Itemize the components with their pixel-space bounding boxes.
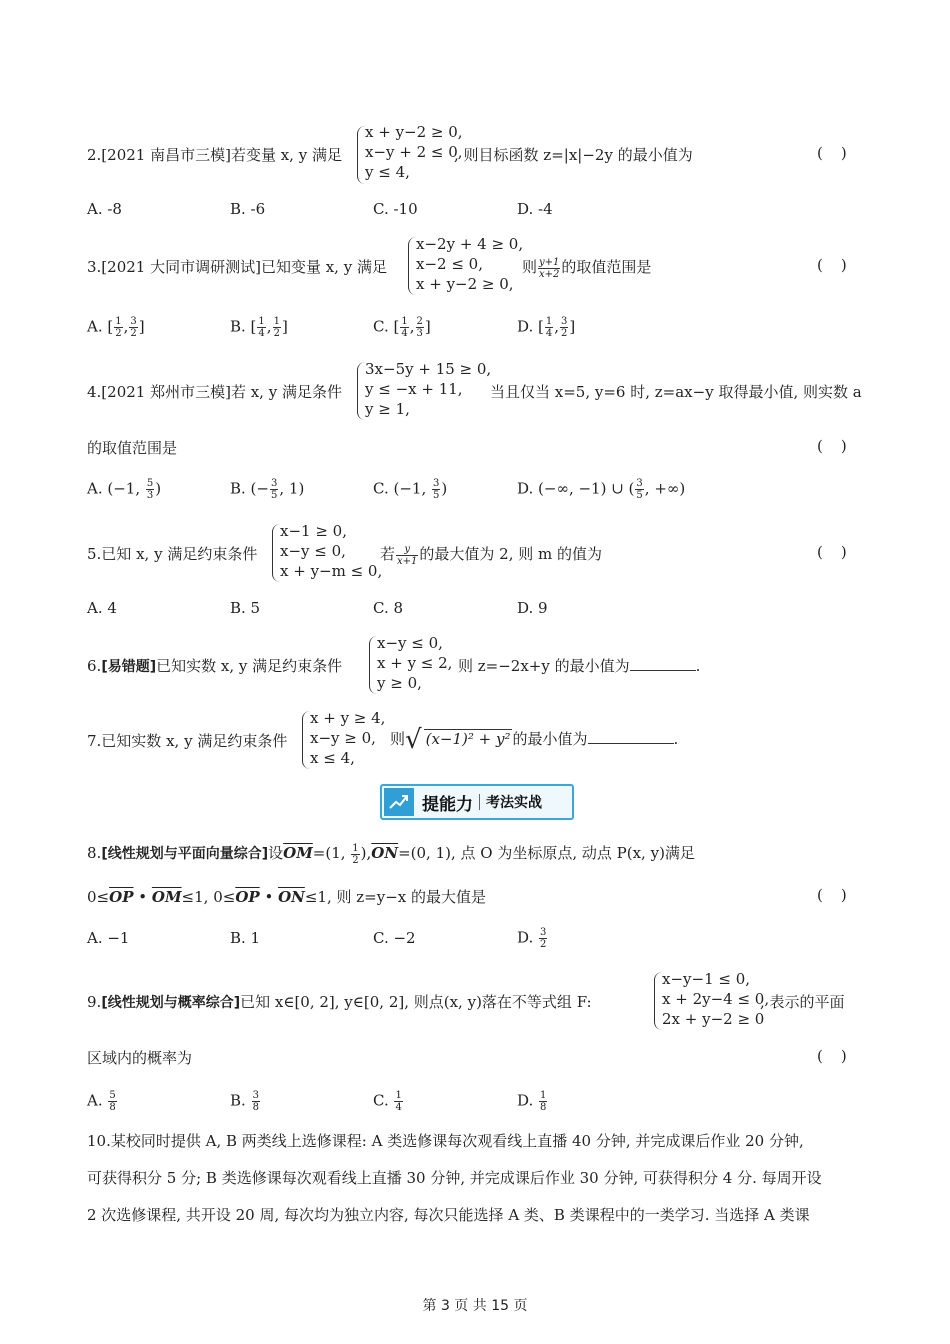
q3-option-a: A. [ $\frac{1}{2}$ , $\frac{3}{2}$ ] xyxy=(87,316,145,339)
q8-option-d: D. $\frac{3}{2}$ xyxy=(517,927,547,950)
q6-suffix: 则 z=−2x+y 的最小值为 . xyxy=(458,657,701,675)
banner-subtitle: 考法实战 xyxy=(486,795,542,811)
q9-answer-paren: () xyxy=(817,1047,865,1065)
q3-system: x−2y + 4 ≥ 0, x−2 ≤ 0, x + y−2 ≥ 0, xyxy=(416,235,524,293)
banner-divider xyxy=(479,794,480,810)
q8-option-c: C. −2 xyxy=(373,929,416,947)
q8-stem-line2: $0\le\overline{OP}$ • $\overline{OM}\le 1$, $0\le\overline{OP}$ • $\overline{ON}\le 1$, 则 z=y−x 的最大值是 xyxy=(87,888,487,906)
q10-line-2: 可获得积分 5 分; B 类选修课每次观看线上直播 30 分钟, 并完成课后作业 30 分钟, 可获得积分 4 分. 每周开设 xyxy=(87,1169,822,1187)
q2-stem: 2.[2021 南昌市三模]若变量 x, y 满足 xyxy=(87,146,342,164)
q9-tag: [线性规划与概率综合] xyxy=(101,995,241,1011)
q2-option-c: C. -10 xyxy=(373,200,418,218)
q10-line-1: 10.某校同时提供 A, B 两类线上选修课程: A 类选修课每次观看线上直播 40 分钟, 并完成课后作业 20 分钟, xyxy=(87,1132,804,1150)
q4-suffix: 当且仅当 x=5, y=6 时, z=ax−y 取得最小值, 则实数 a xyxy=(490,383,862,401)
q5-system: x−1 ≥ 0, x−y ≤ 0, x + y−m ≤ 0, xyxy=(280,522,383,580)
q3-stem: 3.[2021 大同市调研测试]已知变量 x, y 满足 xyxy=(87,258,387,276)
section-banner xyxy=(380,784,574,820)
q3-option-c: C. [ $\frac{1}{4}$ , $\frac{2}{3}$ ] xyxy=(373,316,431,339)
q4-option-a: A. (−1, $\frac{5}{3}$ ) xyxy=(87,478,162,501)
q9-option-c: C. $\frac{1}{4}$ xyxy=(373,1090,402,1113)
q5-option-d: D. 9 xyxy=(517,599,548,617)
q3-fraction: $\frac{y+1}{x+2}$ xyxy=(539,256,560,280)
q6-system: x−y ≤ 0, x + y ≤ 2, y ≥ 0, xyxy=(377,634,453,692)
q2-option-d: D. -4 xyxy=(517,200,553,218)
q4-stem-line2: 的取值范围是 xyxy=(87,439,178,457)
q3-option-b: B. [ $\frac{1}{4}$ , $\frac{1}{2}$ ] xyxy=(230,316,288,339)
q2-option-b: B. -6 xyxy=(230,200,266,218)
q7-answer-blank xyxy=(588,729,674,744)
q5-fraction: $\frac{y}{x+1}$ xyxy=(397,543,418,567)
q4-system: 3x−5y + 15 ≥ 0, y ≤ −x + 11, y ≥ 1, xyxy=(365,360,492,418)
q9-stem: 9.[线性规划与概率综合]已知 x∈[0, 2], y∈[0, 2], 则点(x, y)落在不等式组 F: xyxy=(87,993,592,1011)
q10-line-3: 2 次选修课程, 共开设 20 周, 每次均为独立内容, 每次只能选择 A 类、B 类课程中的一类学习. 当选择 A 类课 xyxy=(87,1206,810,1224)
q5-option-b: B. 5 xyxy=(230,599,261,617)
q10-paragraph xyxy=(87,1123,867,1234)
q9-option-b: B. $\frac{3}{8}$ xyxy=(230,1090,259,1113)
chart-arrow-icon xyxy=(384,788,414,816)
q9-option-d: D. $\frac{1}{8}$ xyxy=(517,1090,547,1113)
q5-option-c: C. 8 xyxy=(373,599,404,617)
q8-answer-paren: () xyxy=(817,886,865,904)
q7-sqrt-expression: (x−1)² + y² xyxy=(425,730,511,748)
q2-answer-paren: () xyxy=(817,144,865,162)
q8-tag: [线性规划与平面向量综合] xyxy=(101,846,269,862)
q4-answer-paren: () xyxy=(817,437,865,455)
q6-stem: 6.[易错题]已知实数 x, y 满足约束条件 xyxy=(87,657,343,675)
q9-system: x−y−1 ≤ 0, x + 2y−4 ≤ 0, 2x + y−2 ≥ 0 xyxy=(662,970,770,1028)
q7-stem: 7.已知实数 x, y 满足约束条件 xyxy=(87,732,288,750)
q4-option-b: B. (− $\frac{3}{5}$ , 1) xyxy=(230,478,305,501)
banner-title: 提能力 xyxy=(422,794,473,815)
q6-tag: [易错题] xyxy=(101,659,157,675)
q7-suffix: 则√ (x−1)² + y² 的最小值为 . xyxy=(390,725,679,755)
q9-option-a: A. $\frac{5}{8}$ xyxy=(87,1090,116,1113)
q2-option-a: A. -8 xyxy=(87,200,122,218)
q4-stem: 4.[2021 郑州市三模]若 x, y 满足条件 xyxy=(87,383,342,401)
q9-stem-line2: 区域内的概率为 xyxy=(87,1049,193,1067)
q5-suffix: 若 $\frac{y}{x+1}$ 的最大值为 2, 则 m 的值为 xyxy=(380,543,603,567)
q5-stem: 5.已知 x, y 满足约束条件 xyxy=(87,545,258,563)
q7-system: x + y ≥ 4, x−y ≥ 0, x ≤ 4, xyxy=(310,709,386,767)
q8-stem: 8.[线性规划与平面向量综合]设$\overline{OM}=(1$, $\frac{1}{2}$ )$,\overline{ON}=(0$, 1), 点 O 为坐标原点, 动点 P(x, y)满足 xyxy=(87,842,695,866)
q2-suffix: , 则目标函数 z=|x|−2y 的最小值为 xyxy=(454,146,693,164)
q2-system: x + y−2 ≥ 0, x−y + 2 ≤ 0, y ≤ 4, xyxy=(365,123,463,181)
q5-option-a: A. 4 xyxy=(87,599,117,617)
q3-suffix: 则 $\frac{y+1}{x+2}$ 的取值范围是 xyxy=(522,256,652,280)
q6-answer-blank xyxy=(630,656,696,671)
q4-option-c: C. (−1, $\frac{3}{5}$ ) xyxy=(373,478,448,501)
q8-option-b: B. 1 xyxy=(230,929,261,947)
q8-option-a: A. −1 xyxy=(87,929,130,947)
q3-option-d: D. [ $\frac{1}{4}$ , $\frac{3}{2}$ ] xyxy=(517,316,576,339)
q9-suffix: , 表示的平面 xyxy=(760,993,845,1011)
q3-answer-paren: () xyxy=(817,256,865,274)
q4-option-d: D. (−∞, −1) ∪ ( $\frac{3}{5}$ , +∞) xyxy=(517,478,686,501)
q5-answer-paren: () xyxy=(817,543,865,561)
page-footer: 第 3 页 共 15 页 xyxy=(422,1298,528,1314)
